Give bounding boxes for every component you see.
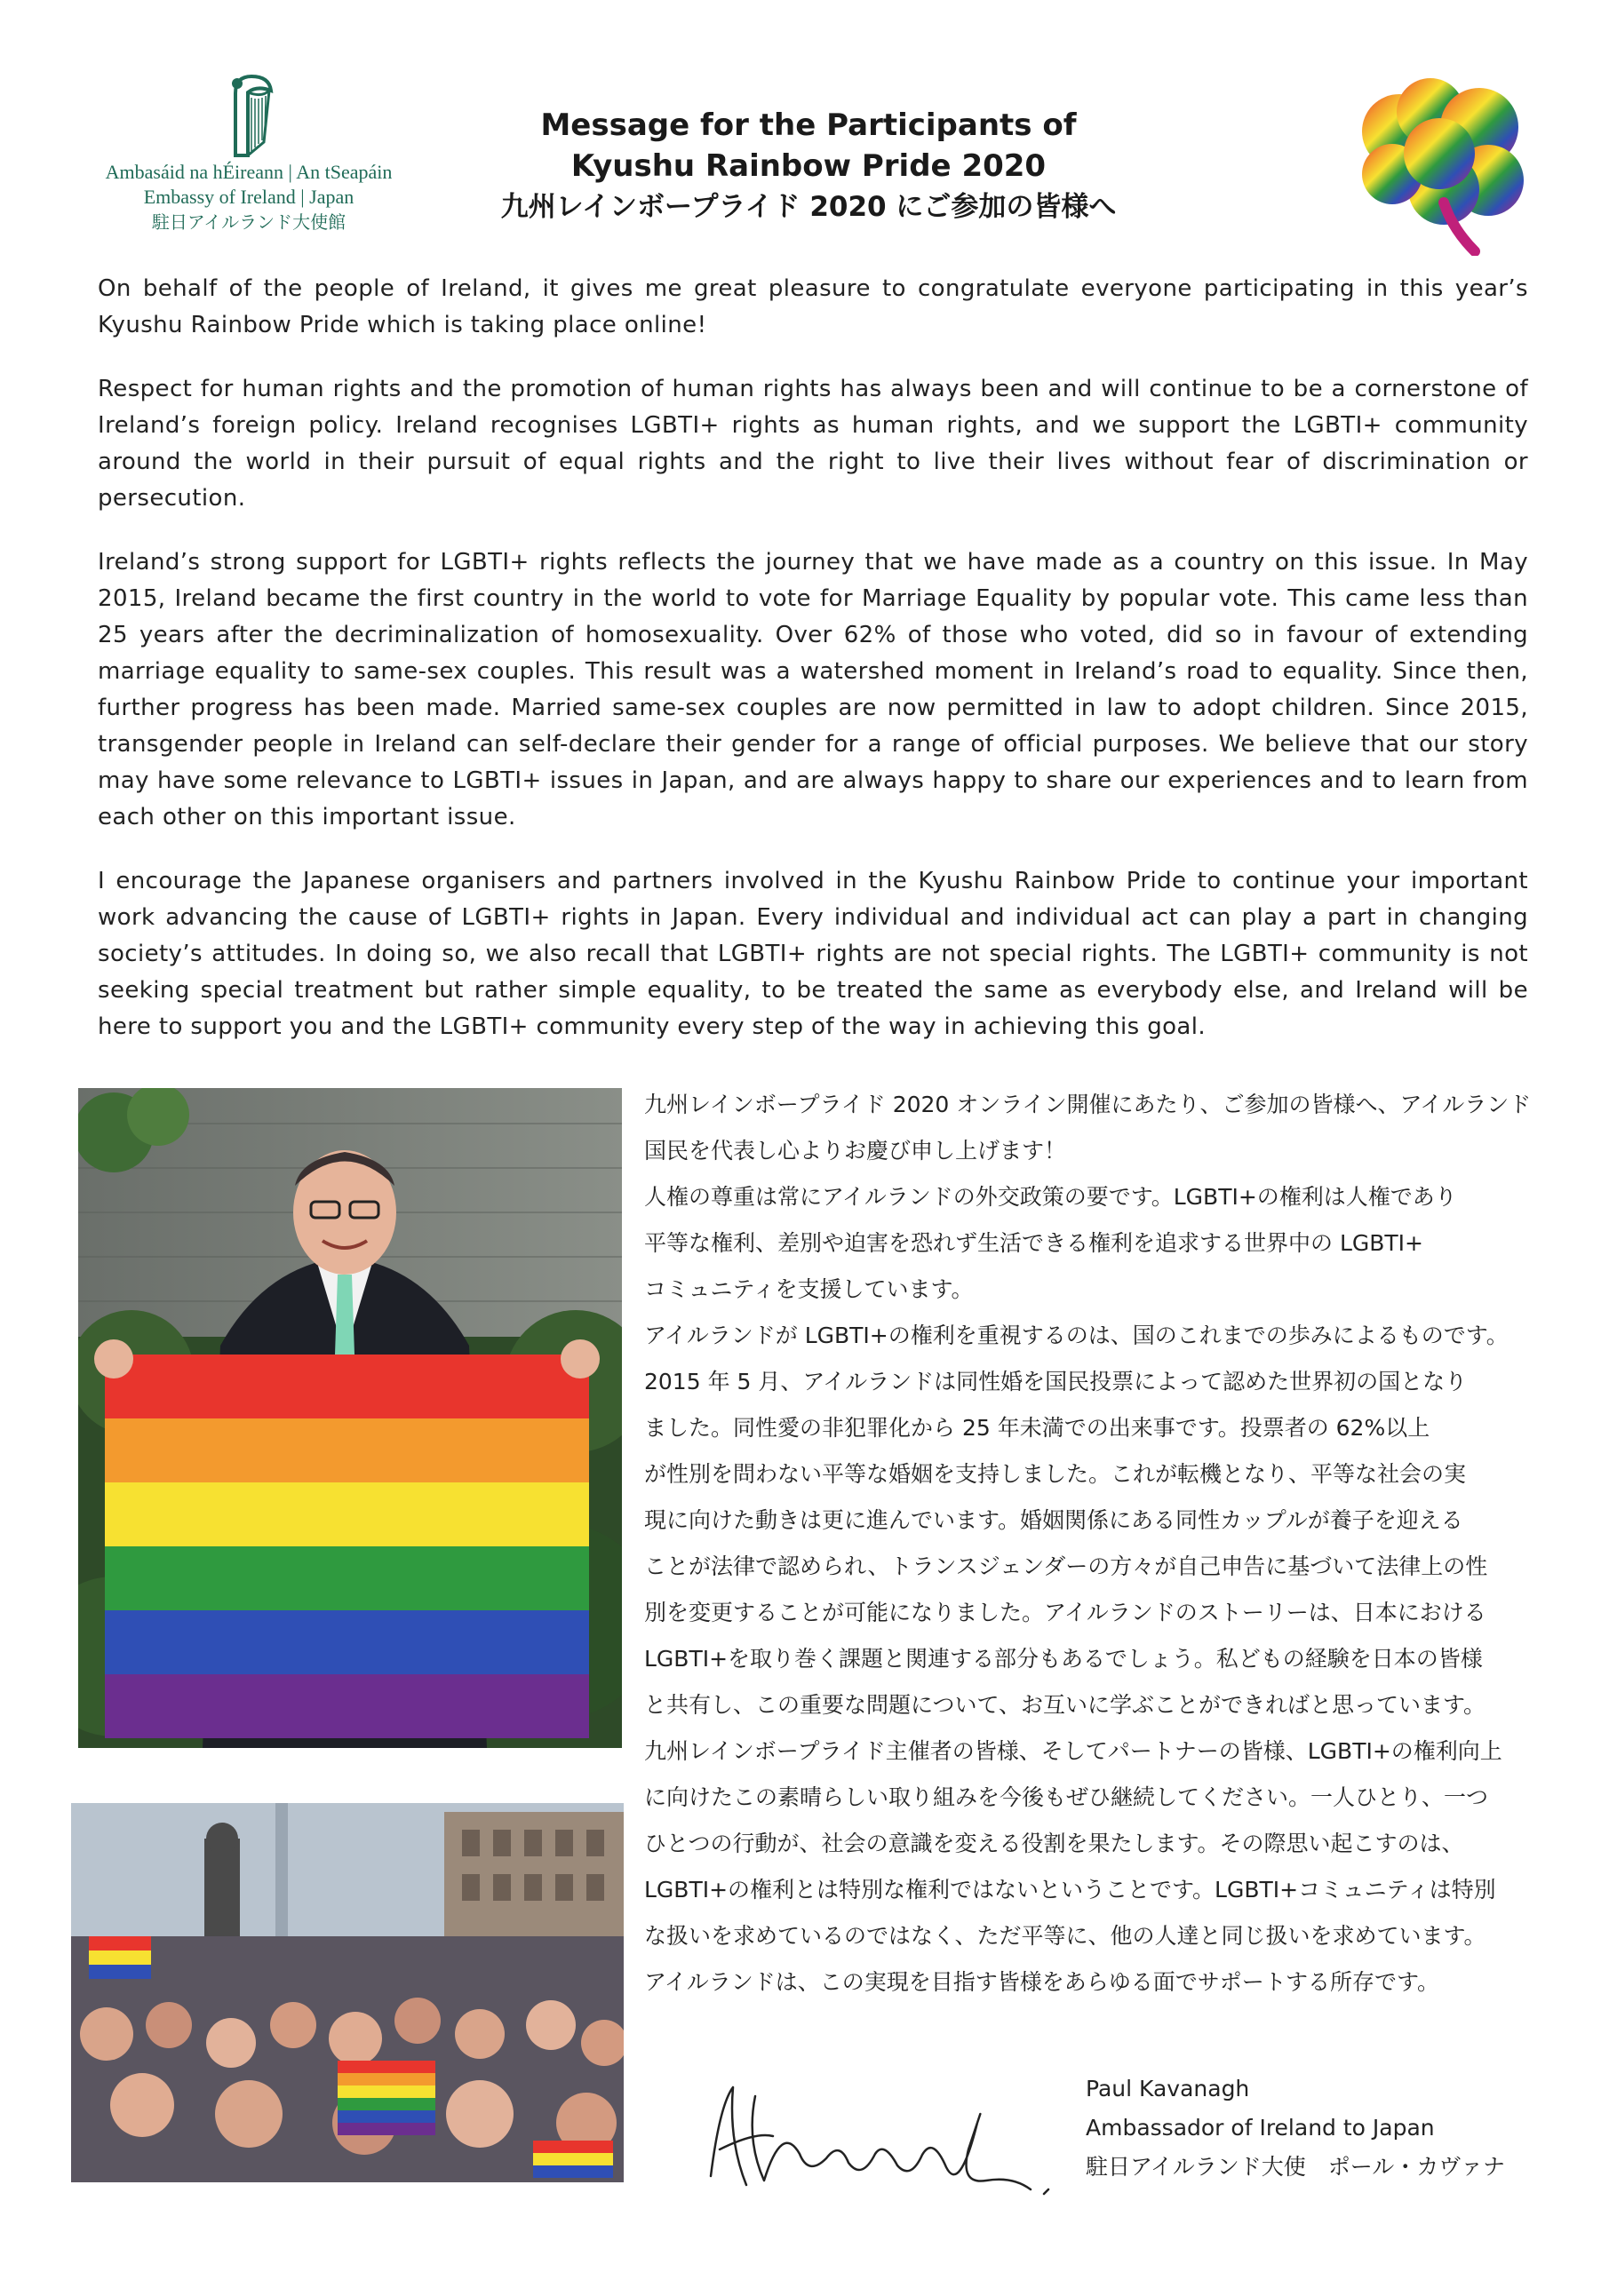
signature-block [1086,2070,1505,2187]
jp-line: ことが法律で認められ、トランスジェンダーの方々が自己申告に基づいて法律上の性 [644,1553,1488,1579]
paragraph-1: On behalf of the people of Ireland, it gives me great pleasure to congratulate everyone participating in this year’s Kyushu Rainbow Pride which is taking place online! [98,275,1528,338]
jp-line: 九州レインボープライド 2020 オンライン開催にあたり、ご参加の皆様へ、アイルランド [644,1092,1532,1117]
message-body-japanese [644,1082,1533,2006]
jp-line: 国民を代表し心よりお慶び申し上げます！ [644,1138,1067,1164]
harp-icon [218,71,280,160]
rainbow-shamrock-icon [1346,78,1528,256]
jp-line: 人権の尊重は常にアイルランドの外交政策の要です。LGBTI+の権利は人権であり [644,1184,1457,1210]
paragraph-2: Respect for human rights and the promotion of human rights has always been and will continue to be a cornerstone of Ireland’s foreign policy. Ireland recognises LGBTI+ rights as human rights, and we support the LGBTI+ community around the world in their pursuit of equal rights and the right to live their lives without fear of discrimination or persecution. [98,376,1528,512]
handwritten-signature [693,2070,1066,2203]
jp-line: LGBTI+の権利とは特別な権利ではないということです。LGBTI+コミュニティは特別 [644,1877,1496,1903]
pride-parade-photo [71,1803,624,2182]
jp-line: LGBTI+を取り巻く課題と関連する部分もあるでしょう。私どもの経験を日本の皆様 [644,1646,1483,1672]
jp-line: 九州レインボープライド主催者の皆様、そしてパートナーの皆様、LGBTI+の権利向上 [644,1738,1502,1764]
jp-line: 別を変更することが可能になりました。アイルランドのストーリーは、日本における [644,1600,1486,1625]
jp-line: アイルランドが LGBTI+の権利を重視するのは、国のこれまでの歩みによるものです。 [644,1323,1509,1348]
jp-line: 現に向けた動きは更に進んでいます。婚姻関係にある同性カップルが養子を迎える [644,1507,1463,1533]
jp-line: コミュニティを支援しています。 [644,1276,974,1302]
jp-line: と共有し、この重要な問題について、お互いに学ぶことができればと思っています。 [644,1692,1486,1718]
jp-line: 2015 年 5 月、アイルランドは同性婚を国民投票によって認めた世界初の国となり [644,1369,1468,1394]
title-line-2: Kyushu Rainbow Pride 2020 [570,148,1047,184]
jp-line: アイルランドは、この実現を目指す皆様をあらゆる面でサポートする所存です。 [644,1969,1440,1995]
embassy-logo [84,71,413,234]
jp-line: が性別を問わない平等な婚姻を支持しました。これが転機となり、平等な社会の実 [644,1461,1467,1487]
page-title [418,105,1199,227]
signatory-name: Paul Kavanagh [1086,2076,1250,2101]
jp-line: ひとつの行動が、社会の意識を変える役割を果たします。その際思い起こすのは、 [644,1831,1464,1856]
signatory-japanese: 駐日アイルランド大使 ポール・カヴァナ [1086,2154,1506,2180]
signatory-role: Ambassador of Ireland to Japan [1086,2115,1435,2141]
title-line-1: Message for the Participants of [540,107,1077,143]
jp-line: ました。同性愛の非犯罪化から 25 年未満での出来事です。投票者の 62%以上 [644,1415,1430,1441]
paragraph-4: I encourage the Japanese organisers and partners involved in the Kyushu Rainbow Pride to continue your important work advancing the cause of LGBTI+ rights in Japan. Every individual and individual act can play a part in changing society’s attitudes. In doing so, we also recall that LGBTI+ rights are not special rights. The LGBTI+ community is not seeking special treatment but rather simple equality, to be treated the same as everybody else, and Ireland will be here to support you and the LGBTI+ community every step of the way in achieving this goal. [98,868,1528,1040]
ambassador-flag-photo [78,1088,622,1748]
jp-line: 平等な権利、差別や迫害を恐れず生活できる権利を追求する世界中の LGBTI+ [644,1230,1423,1256]
message-body-english [98,271,1528,1073]
jp-line: な扱いを求めているのではなく、ただ平等に、他の人達と同じ扱いを求めています。 [644,1923,1486,1949]
logo-line-japanese: 駐日アイルランド大使館 [151,211,346,233]
paragraph-3: Ireland’s strong support for LGBTI+ rights reflects the journey that we have made as a country on this issue. In May 2015, Ireland became the first country in the world to vote for Marriage Equality by popular vote. This came less than 25 years after the decriminalization of homosexuality. Over 62% of those who voted, did so in favour of extending marriage equality to same-sex couples. This result was a watershed moment in Ireland’s road to equality. Since then, further progress has been made. Married same-sex couples are now permitted in law to adopt children. Since 2015, transgender people in Ireland can self-declare their gender for a range of official purposes. We believe that our story may have some relevance to LGBTI+ issues in Japan, and are always happy to share our experiences and to learn from each other on this important issue. [98,549,1528,830]
jp-line: に向けたこの素晴らしい取り組みを今後もぜひ継続してください。一人ひとり、一つ [644,1784,1489,1810]
title-line-3: 九州レインボープライド 2020 にご参加の皆様へ [500,191,1117,223]
logo-line-english: Embassy of Ireland | Japan [143,186,354,208]
logo-line-irish: Ambasáid na hÉireann | An tSeapáin [105,161,393,183]
